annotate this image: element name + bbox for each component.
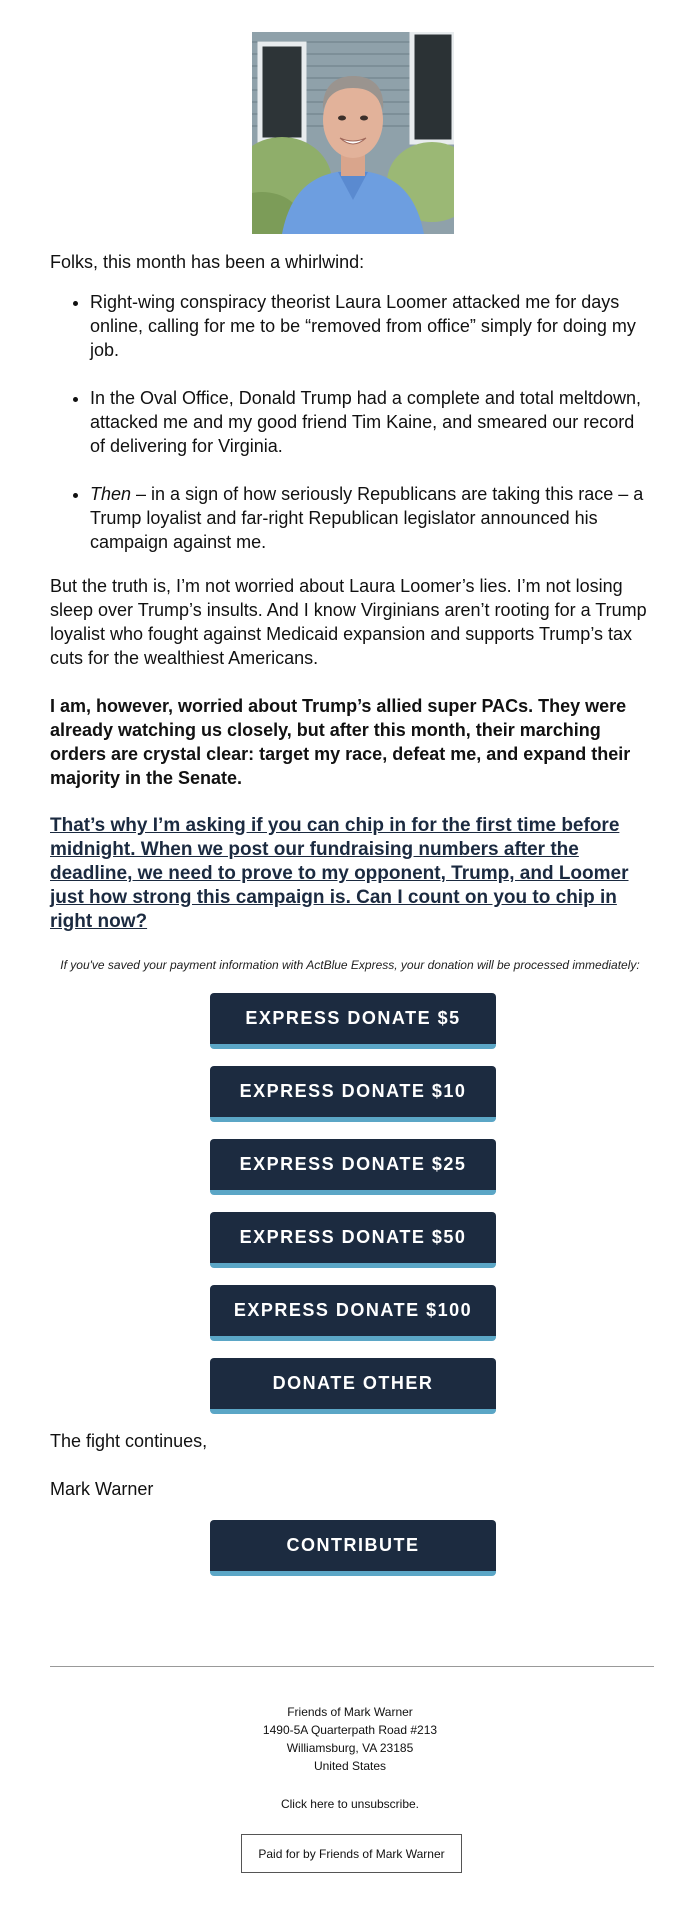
paragraph-not-worried: But the truth is, I’m not worried about Laura Loomer’s lies. I’m not losing sleep over Trump’s insults. And I know Virginians aren’t rooting for a Trump loyalist who fought against Medicaid expansion and supports Trump’s tax cuts for the wealthiest Americans. bbox=[50, 576, 647, 668]
express-donate-10-button[interactable]: EXPRESS DONATE $10 bbox=[210, 1066, 496, 1122]
footer-address bbox=[0, 1703, 700, 1775]
express-donate-100-button[interactable]: EXPRESS DONATE $100 bbox=[210, 1285, 496, 1341]
donate-other-button[interactable]: DONATE OTHER bbox=[210, 1358, 496, 1414]
closing-text: The fight continues, bbox=[50, 1431, 208, 1451]
list-item-text: – in a sign of how seriously Republicans are taking this race – a Trump loyalist and far-right Republican legislator announced his campaign against me. bbox=[90, 484, 644, 552]
candidate-photo bbox=[252, 32, 454, 234]
footer-address-line2: Williamsburg, VA 23185 bbox=[286, 1741, 414, 1755]
footer-address-line1: 1490-5A Quarterpath Road #213 bbox=[262, 1723, 438, 1737]
list-item-text: Right-wing conspiracy theorist Laura Loomer attacked me for days online, calling for me to be “removed from office” simply for doing my job. bbox=[90, 292, 636, 360]
intro-text: Folks, this month has been a whirlwind: bbox=[50, 252, 365, 272]
footer-country: United States bbox=[313, 1759, 387, 1773]
unsubscribe-link[interactable]: Click here to unsubscribe. bbox=[280, 1797, 420, 1811]
express-donate-50-button[interactable]: EXPRESS DONATE $50 bbox=[210, 1212, 496, 1268]
list-item-lead: Then bbox=[90, 484, 132, 504]
chip-in-link[interactable]: That’s why I’m asking if you can chip in for the first time before midnight. When we post our fundraising numbers after the deadline, we need to prove to my opponent, Trump, and Loomer just how strong this campaign is. Can I count on you to chip in right now? bbox=[50, 815, 629, 932]
footer-divider bbox=[50, 1666, 654, 1667]
express-donate-5-button[interactable]: EXPRESS DONATE $5 bbox=[210, 993, 496, 1049]
express-donate-25-button[interactable]: EXPRESS DONATE $25 bbox=[210, 1139, 496, 1195]
list-item bbox=[90, 386, 654, 458]
paragraph-super-pacs: I am, however, worried about Trump’s allied super PACs. They were already watching us closely, but after this month, their marching orders are crystal clear: target my race, defeat me, and expand their majority in the Senate. bbox=[50, 696, 631, 788]
footer-org: Friends of Mark Warner bbox=[287, 1705, 413, 1719]
event-list bbox=[50, 290, 654, 554]
signature: Mark Warner bbox=[50, 1479, 154, 1499]
list-item bbox=[90, 290, 654, 362]
list-item-text: In the Oval Office, Donald Trump had a complete and total meltdown, attacked me and my good friend Tim Kaine, and smeared our record of delivering for Virginia. bbox=[90, 388, 641, 456]
actblue-express-note: If you've saved your payment information with ActBlue Express, your donation will be processed immediately: bbox=[60, 958, 640, 972]
list-item bbox=[90, 482, 654, 554]
paid-for-disclaimer: Paid for by Friends of Mark Warner bbox=[241, 1834, 462, 1873]
contribute-button[interactable]: CONTRIBUTE bbox=[210, 1520, 496, 1576]
